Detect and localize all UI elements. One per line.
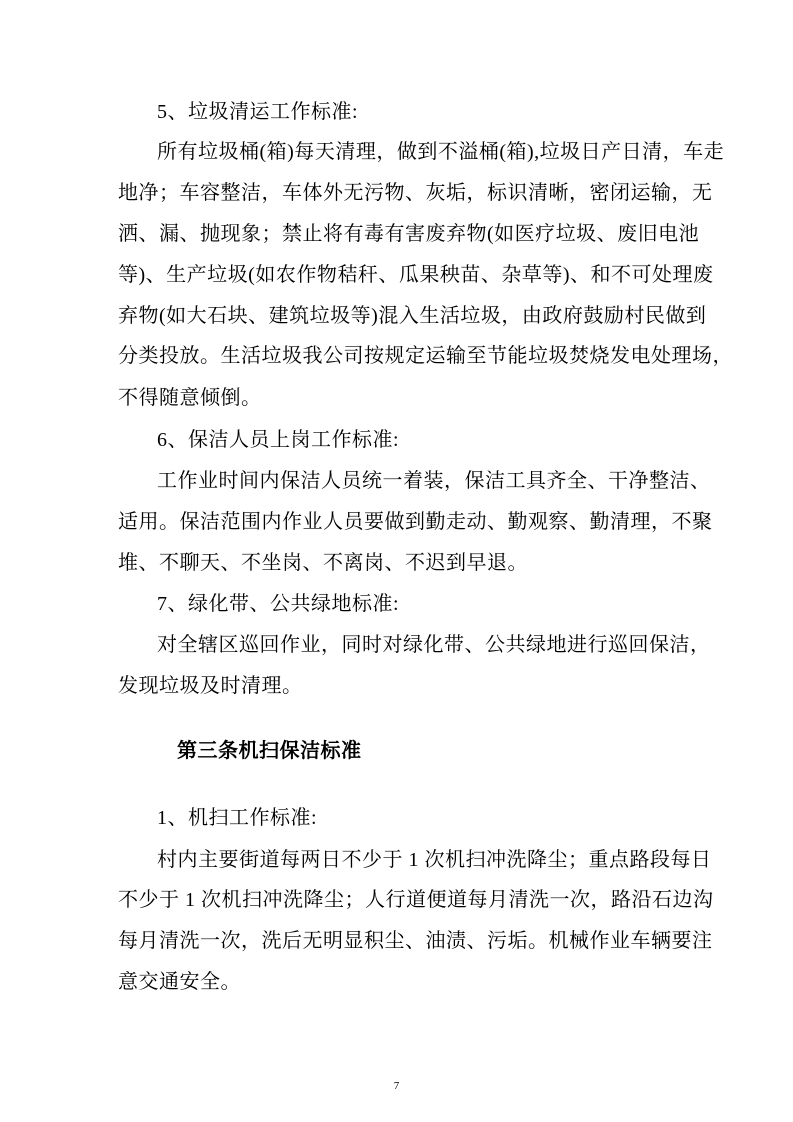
paragraph-line: 分类投放。生活垃圾我公司按规定运输至节能垃圾焚烧发电处理场，: [118, 345, 733, 367]
paragraph-line: 洒、漏、抛现象；禁止将有毒有害废弃物(如医疗垃圾、废旧电池: [118, 223, 700, 245]
paragraph-line: 不得随意倾倒。: [118, 387, 262, 409]
paragraph-line: 不少于 1 次机扫冲洗降尘；人行道便道每月清洗一次，路沿石边沟: [118, 889, 714, 911]
paragraph-line: 工作业时间内保洁人员统一着装，保洁工具齐全、干净整洁、: [157, 470, 711, 492]
paragraph-line: 堆、不聊天、不坐岗、不离岗、不迟到早退。: [118, 552, 528, 574]
page-number: 7: [393, 1080, 400, 1092]
section-6-heading: 6、保洁人员上岗工作标准:: [157, 429, 400, 451]
section-7-heading: 7、绿化带、公共绿地标准:: [157, 593, 400, 615]
paragraph-line: 弃物(如大石块、建筑垃圾等)混入生活垃圾，由政府鼓励村民做到: [118, 305, 707, 327]
paragraph-line: 村内主要街道每两日不少于 1 次机扫冲洗降尘；重点路段每日: [157, 849, 712, 871]
paragraph-line: 发现垃圾及时清理。: [118, 675, 303, 697]
paragraph-line: 每月清洗一次，洗后无明显积尘、油渍、污垢。机械作业车辆要注: [118, 930, 713, 952]
paragraph-line: 意交通安全。: [118, 971, 241, 993]
article-title: 第三条机扫保洁标准: [177, 738, 362, 762]
paragraph-line: 对全辖区巡回作业，同时对绿化带、公共绿地进行巡回保洁，: [157, 634, 711, 656]
paragraph-line: 所有垃圾桶(箱)每天清理，做到不溢桶(箱),垃圾日产日清，车走: [157, 141, 725, 163]
section-5-heading: 5、垃圾清运工作标准:: [157, 101, 359, 123]
section-1-heading: 1、机扫工作标准:: [157, 807, 318, 829]
paragraph-line: 适用。保洁范围内作业人员要做到勤走动、勤观察、勤清理，不聚: [118, 511, 713, 533]
paragraph-line: 等)、生产垃圾(如农作物秸秆、瓜果秧苗、杂草等)、和不可处理废: [118, 264, 714, 286]
paragraph-line: 地净；车容整洁，车体外无污物、灰垢，标识清晰，密闭运输，无: [118, 182, 713, 204]
